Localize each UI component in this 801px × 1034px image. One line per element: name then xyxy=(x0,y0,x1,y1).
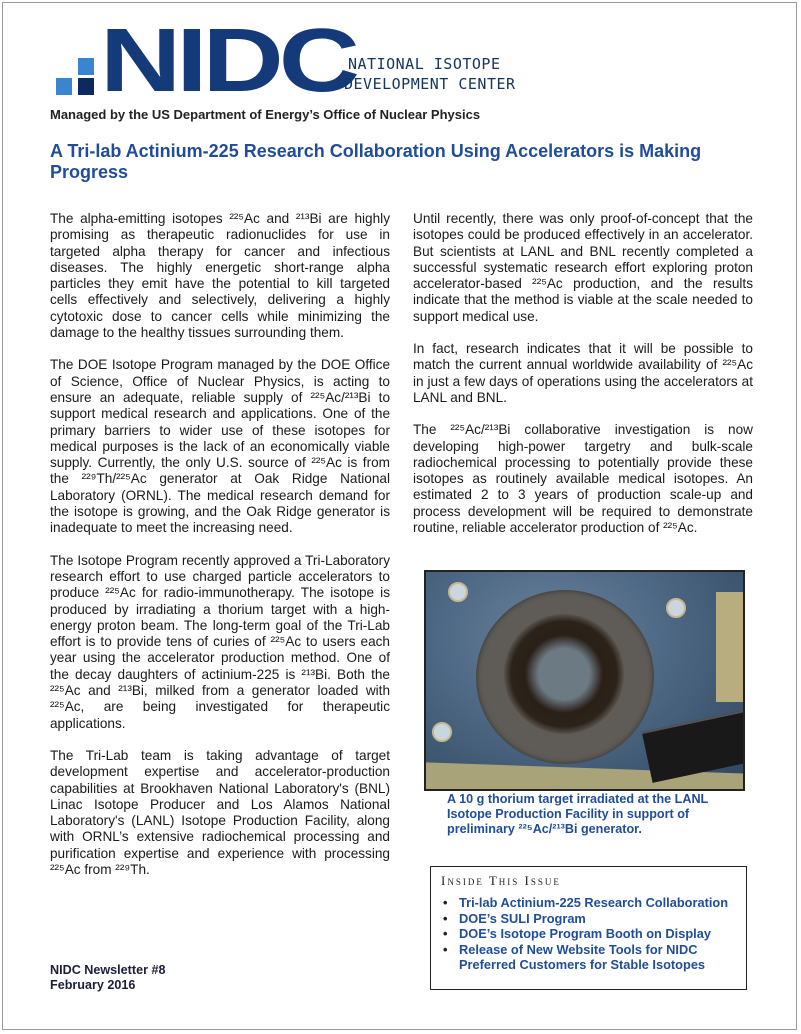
photo-target-ring xyxy=(504,614,624,734)
managed-by-line: Managed by the US Department of Energy’s Office of Nuclear Physics xyxy=(50,107,481,122)
inside-this-issue-heading: Inside This Issue xyxy=(441,873,561,888)
issue-item[interactable]: • Tri-lab Actinium-225 Research Collaboration xyxy=(459,895,736,911)
issue-item[interactable]: • DOE’s Isotope Program Booth on Display xyxy=(459,926,736,942)
left-column xyxy=(50,211,390,894)
newsletter-footer xyxy=(50,963,165,993)
logo-square-icon xyxy=(78,78,94,95)
issue-item[interactable]: • DOE’s SULI Program xyxy=(459,911,736,927)
paragraph: The DOE Isotope Program managed by the DOE Office of Science, Office of Nuclear Physics, is acting to ensure an adequate, reliable supply of ²²⁵Ac/²¹³Bi to support medical research and applications. One of the primary barriers to wider use of these isotopes for medical purposes is the lack of an economically viable supply. Currently, the only U.S. source of ²²⁵Ac is from the ²²⁹Th/²²⁵Ac generator at Oak Ridge National Laboratory (ORNL). The medical research demand for the isotope is growing, and the Oak Ridge generator is inadequate to meet the increasing need. xyxy=(50,357,390,536)
newsletter-number: NIDC Newsletter #8 xyxy=(50,963,166,977)
paragraph: The Tri-Lab team is taking advantage of target development expertise and accelerator-production capabilities at Brookhaven National Laboratory's (BNL) Linac Isotope Producer and Los Alamos National Laboratory's (LANL) Isotope Production Facility, along with ORNL’s extensive radiochemical processing and purification expertise and experience with processing ²²⁵Ac from ²²⁹Th. xyxy=(50,747,390,877)
newsletter-date: February 2016 xyxy=(50,978,136,992)
paragraph: In fact, research indicates that it will be possible to match the current annual worldwide availability of ²²⁵Ac in just a few days of operations using the accelerators at LANL and BNL. xyxy=(413,341,753,405)
logo-wordmark: NIDC xyxy=(100,11,355,111)
thorium-target-photo xyxy=(424,570,745,791)
issue-list xyxy=(441,895,736,973)
right-column xyxy=(413,211,753,552)
tagline-line-1: NATIONAL ISOTOPE xyxy=(348,55,501,73)
paragraph: Until recently, there was only proof-of-concept that the isotopes could be produced effectively in an accelerator. But scientists at LANL and BNL recently completed a successful systematic research effort exploring proton accelerator-based ²²⁵Ac production, and the results indicate that the method is viable at the scale needed to support medical use. xyxy=(413,211,753,324)
bolt-icon xyxy=(448,582,468,602)
paragraph: The ²²⁵Ac/²¹³Bi collaborative investigation is now developing high-power targetry and bulk-scale radiochemical processing to potentially provide these isotopes as routinely available medical isotopes. An estimated 2 to 3 years of production scale-up and process development will be required to demonstrate routine, reliable accelerator production of ²²⁵Ac. xyxy=(413,422,753,536)
logo-square-icon xyxy=(56,78,72,95)
bolt-icon xyxy=(666,598,686,618)
paragraph: The Isotope Program recently approved a Tri-Laboratory research effort to use charged particle accelerators to produce ²²⁵Ac for radio-immunotherapy. The isotope is produced by irradiating a thorium target with a high-energy proton beam. The long-term goal of the Tri-Lab effort is to provide tens of curies of ²²⁵Ac to users each year using the accelerator production method. One of the decay daughters of actinium-225 is ²¹³Bi. Both the ²²⁵Ac and ²¹³Bi, milked from a generator loaded with ²²⁵Ac, are being investigated for therapeutic applications. xyxy=(50,552,390,731)
paragraph: The alpha-emitting isotopes ²²⁵Ac and ²¹³Bi are highly promising as therapeutic radionuclides for use in targeted alpha therapy for cancer and infectious diseases. The highly energetic short-range alpha particles they emit have the potential to kill targeted cells effectively and selectively, delivering a highly cytotoxic dose to cancer cells while minimizing the damage to the healthy tissues surrounding them. xyxy=(50,211,390,341)
figure-caption: A 10 g thorium target irradiated at the LANL Isotope Production Facility in support of preliminary ²²⁵Ac/²¹³Bi generator. xyxy=(447,792,709,836)
logo-tagline xyxy=(344,54,516,94)
bolt-icon xyxy=(432,722,452,742)
nidc-logo xyxy=(56,11,576,111)
article-title: A Tri-lab Actinium-225 Research Collaboration Using Accelerators is Making Progress xyxy=(50,141,702,182)
tagline-line-2: DEVELOPMENT CENTER xyxy=(344,75,516,93)
logo-square-icon xyxy=(78,58,94,75)
issue-item[interactable]: • Release of New Website Tools for NIDC Preferred Customers for Stable Isotopes xyxy=(459,942,736,973)
inside-this-issue-box xyxy=(430,866,747,990)
photo-wall xyxy=(716,592,745,702)
